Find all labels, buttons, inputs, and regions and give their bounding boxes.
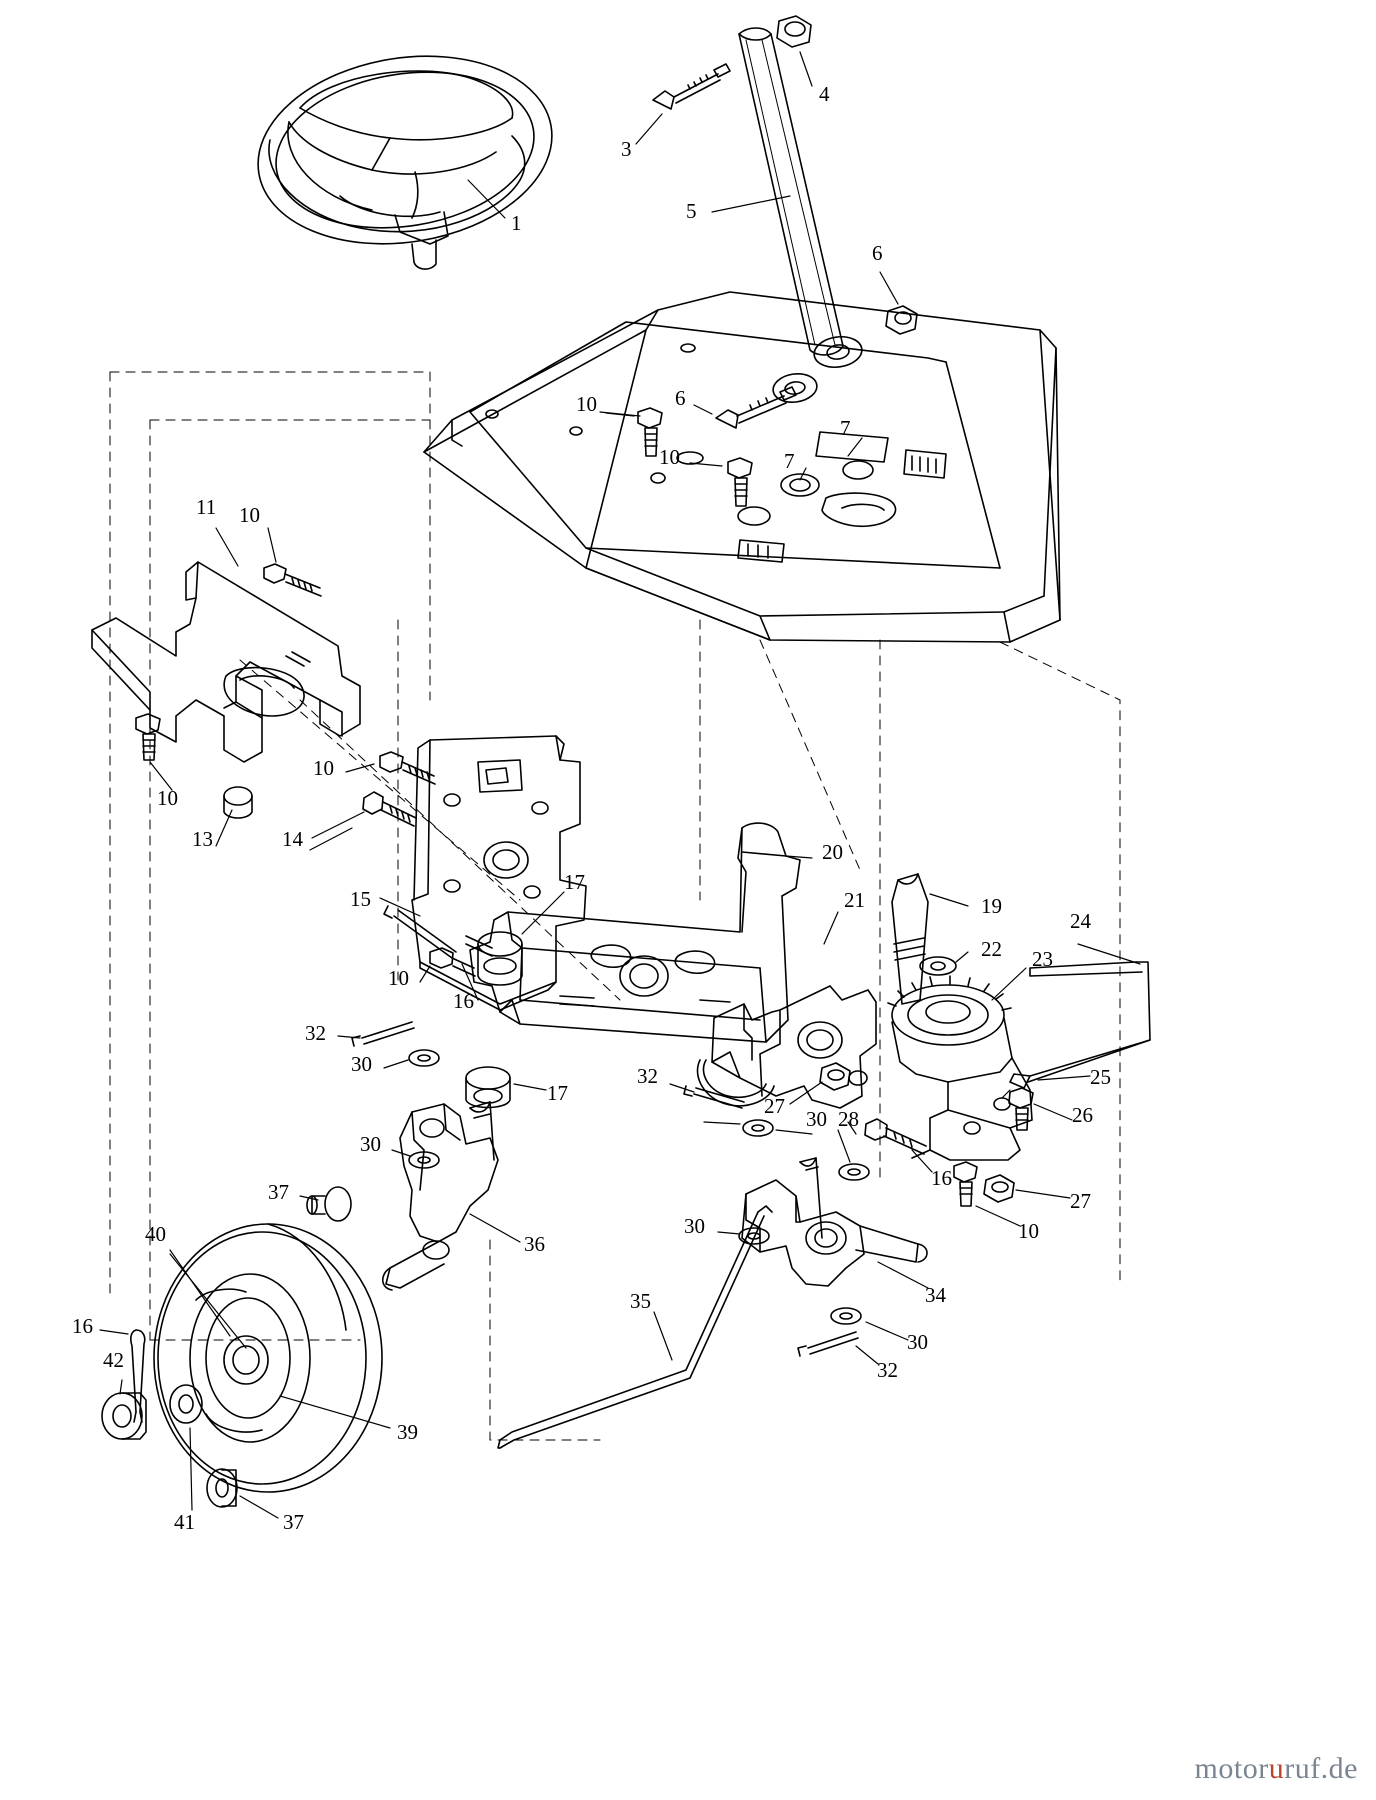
right-spindle-34-part [742,1158,927,1286]
watermark-part-1: motor [1194,1752,1269,1785]
bolt-3-part [653,64,730,109]
washer-30-right-b [739,1228,769,1244]
left-spindle-36-part [383,1102,498,1290]
callout-1: 1 [511,211,522,235]
callout-16-b: 16 [931,1166,952,1190]
screw-10-dash-b [728,458,752,506]
drag-link-24-part [1010,962,1150,1088]
screw-10-bracket15 [380,752,435,784]
pin-32-right [684,1086,744,1108]
washer-30-right-a [839,1164,869,1180]
plate-21-part [698,986,876,1108]
shaft-19-part [892,874,928,1004]
cotter-pin-16-left [131,1330,145,1422]
callout-34: 34 [925,1283,946,1307]
callout-10-g: 10 [1018,1219,1039,1243]
callout-16-a: 16 [453,989,474,1013]
callout-10-a: 10 [576,392,597,416]
callout-5: 5 [686,199,697,223]
callout-27-a: 27 [764,1094,785,1118]
callout-19: 19 [981,894,1002,918]
nut-27-right [984,1175,1014,1202]
callout-7-a: 7 [840,416,851,440]
bushing-37-lower [207,1469,237,1507]
pin-32-bottom [798,1332,858,1356]
callout-30-d: 30 [684,1214,705,1238]
bushing-7-upper [812,334,864,370]
callout-14: 14 [282,827,303,851]
callout-27-b: 27 [1070,1189,1091,1213]
callout-32-a: 32 [305,1021,326,1045]
callout-30-b: 30 [806,1107,827,1131]
cap-42-part [102,1393,146,1439]
callout-30-a: 30 [351,1052,372,1076]
screw-10-left [136,714,160,760]
callout-10-f: 10 [388,966,409,990]
bushing-37-upper [307,1187,351,1221]
sector-gear-23-part [888,976,1032,1160]
callout-13: 13 [192,827,213,851]
callout-17-a: 17 [564,870,585,894]
washer-30-bottom [831,1308,861,1324]
callout-36: 36 [524,1232,545,1256]
callout-41: 41 [174,1510,195,1534]
callout-6-b: 6 [675,386,686,410]
callout-25: 25 [1090,1065,1111,1089]
callout-10-d: 10 [157,786,178,810]
bolt-14-part [363,792,416,826]
callout-28: 28 [838,1107,859,1131]
callout-6-a: 6 [872,241,883,265]
callout-30-e: 30 [907,1330,928,1354]
callout-11: 11 [196,495,217,519]
callout-32-b: 32 [637,1064,658,1088]
front-wheel-part [154,1224,382,1492]
screw-10-bracket11 [264,564,321,596]
callout-7-b: 7 [784,449,795,473]
bushing-7-lower [771,371,818,405]
callout-21: 21 [844,888,865,912]
callout-40: 40 [145,1222,166,1246]
callout-32-c: 32 [877,1358,898,1382]
callout-22: 22 [981,937,1002,961]
callout-16-c: 16 [72,1314,93,1338]
washer-30-left-b [409,1050,439,1066]
callout-35: 35 [630,1289,651,1313]
callout-37-b: 37 [283,1510,304,1534]
pin-32-left [352,1022,414,1046]
front-axle-20-part [470,823,800,1042]
callout-26: 26 [1072,1103,1093,1127]
watermark [1195,1752,1358,1786]
bolt-16-right [865,1119,926,1154]
watermark-part-2: u [1268,1752,1285,1785]
callout-39: 39 [397,1420,418,1444]
bracket-15-part [412,736,586,1013]
washer-22-part [920,957,956,975]
bushing-17-bottom [466,1067,510,1108]
pin-16-bracket [384,906,456,958]
bearing-41-part [170,1385,202,1423]
bolt-6-lower [716,387,796,428]
screw-26-part [1009,1088,1033,1130]
callout-10-c: 10 [239,503,260,527]
callout-3: 3 [621,137,632,161]
callout-17-b: 17 [547,1081,568,1105]
screw-10-right [954,1162,977,1206]
callout-20: 20 [822,840,843,864]
steering-shaft-part [739,28,843,355]
callout-10-b: 10 [659,445,680,469]
washer-30-28 [743,1120,773,1136]
callout-10-e: 10 [313,756,334,780]
callout-24: 24 [1070,909,1091,933]
dash-panel-part [424,292,1060,642]
nut-6-right [886,306,917,334]
callout-37-a: 37 [268,1180,289,1204]
screw-10-16 [430,948,475,976]
callout-30-c: 30 [360,1132,381,1156]
callout-4: 4 [819,82,830,106]
callout-15: 15 [350,887,371,911]
nut-4-part [777,16,811,47]
callout-23: 23 [1032,947,1053,971]
callout-42: 42 [103,1348,124,1372]
watermark-part-3: ruf.de [1284,1752,1358,1785]
nut-27-left [820,1063,850,1090]
bushing-17-top [478,932,522,985]
washer-30-left [409,1152,439,1168]
